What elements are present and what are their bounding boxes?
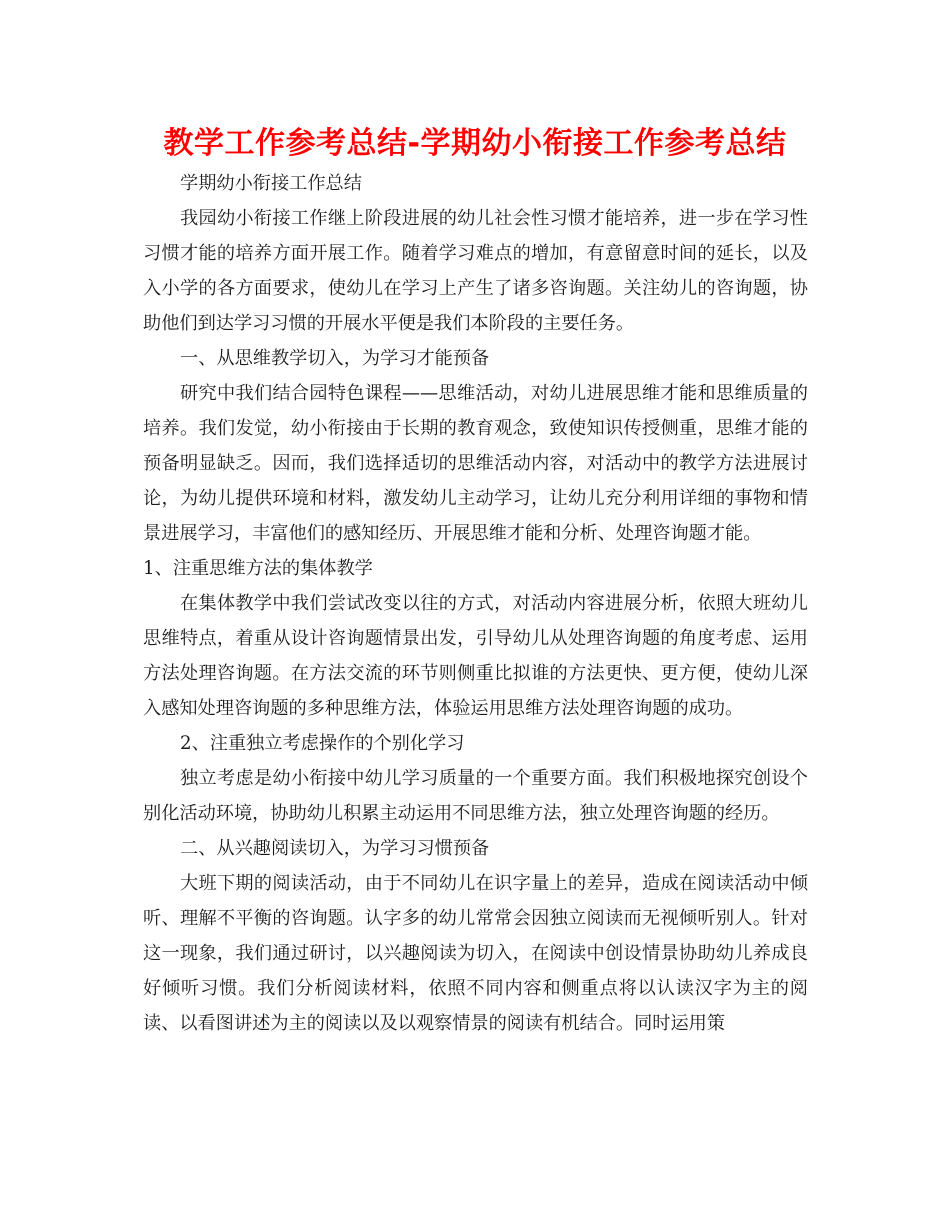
section-heading-1: 一、从思维教学切入，为学习才能预备 <box>180 348 490 369</box>
document-body <box>143 166 808 1041</box>
paragraph-subsection-1: 在集体教学中我们尝试改变以往的方式，对活动内容进展分析，依照大班幼儿思维特点，着重从设计咨询题情景出发，引导幼儿从处理咨询题的角度考虑、运用方法处理咨询题。在方法交流的环节则侧重比拟谁的方法更快、更方便，使幼儿深入感知处理咨询题的多种思维方法，体验运用思维方法处理咨询题的成功。 <box>143 593 808 719</box>
paragraph-intro: 我园幼小衔接工作继上阶段进展的幼儿社会性习惯才能培养，进一步在学习性习惯才能的培养方面开展工作。随着学习难点的增加，有意留意时间的延长，以及入小学的各方面要求，使幼儿在学习上产生了诸多咨询题。关注幼儿的咨询题，协助他们到达学习习惯的开展水平便是我们本阶段的主要任务。 <box>143 208 808 334</box>
paragraph-section-2: 大班下期的阅读活动，由于不同幼儿在识字量上的差异，造成在阅读活动中倾听、理解不平衡的咨询题。认字多的幼儿常常会因独立阅读而无视倾听别人。针对这一现象，我们通过研讨，以兴趣阅读为切入，在阅读中创设情景协助幼儿养成良好倾听习惯。我们分析阅读材料，依照不同内容和侧重点将以认读汉字为主的阅读、以看图讲述为主的阅读以及以观察情景的阅读有机结合。同时运用策 <box>143 873 808 1034</box>
section-heading-2: 二、从兴趣阅读切入，为学习习惯预备 <box>180 838 490 859</box>
subheading-1: 1、注重思维方法的集体教学 <box>143 558 373 579</box>
paragraph-subsection-2: 独立考虑是幼小衔接中幼儿学习质量的一个重要方面。我们积极地探究创设个别化活动环境，协助幼儿积累主动运用不同思维方法，独立处理咨询题的经历。 <box>143 768 808 824</box>
subheading-2: 2、注重独立考虑操作的个别化学习 <box>180 733 465 754</box>
document-subtitle: 学期幼小衔接工作总结 <box>180 173 362 194</box>
paragraph-section-1: 研究中我们结合园特色课程——思维活动，对幼儿进展思维才能和思维质量的培养。我们发觉，幼小衔接由于长期的教育观念，致使知识传授侧重，思维才能的预备明显缺乏。因而，我们选择适切的思维活动内容，对活动中的教学方法进展讨论，为幼儿提供环境和材料，激发幼儿主动学习，让幼儿充分利用详细的事物和情景进展学习，丰富他们的感知经历、开展思维才能和分析、处理咨询题才能。 <box>143 383 808 544</box>
document-title: 教学工作参考总结-学期幼小衔接工作参考总结 <box>163 126 787 161</box>
